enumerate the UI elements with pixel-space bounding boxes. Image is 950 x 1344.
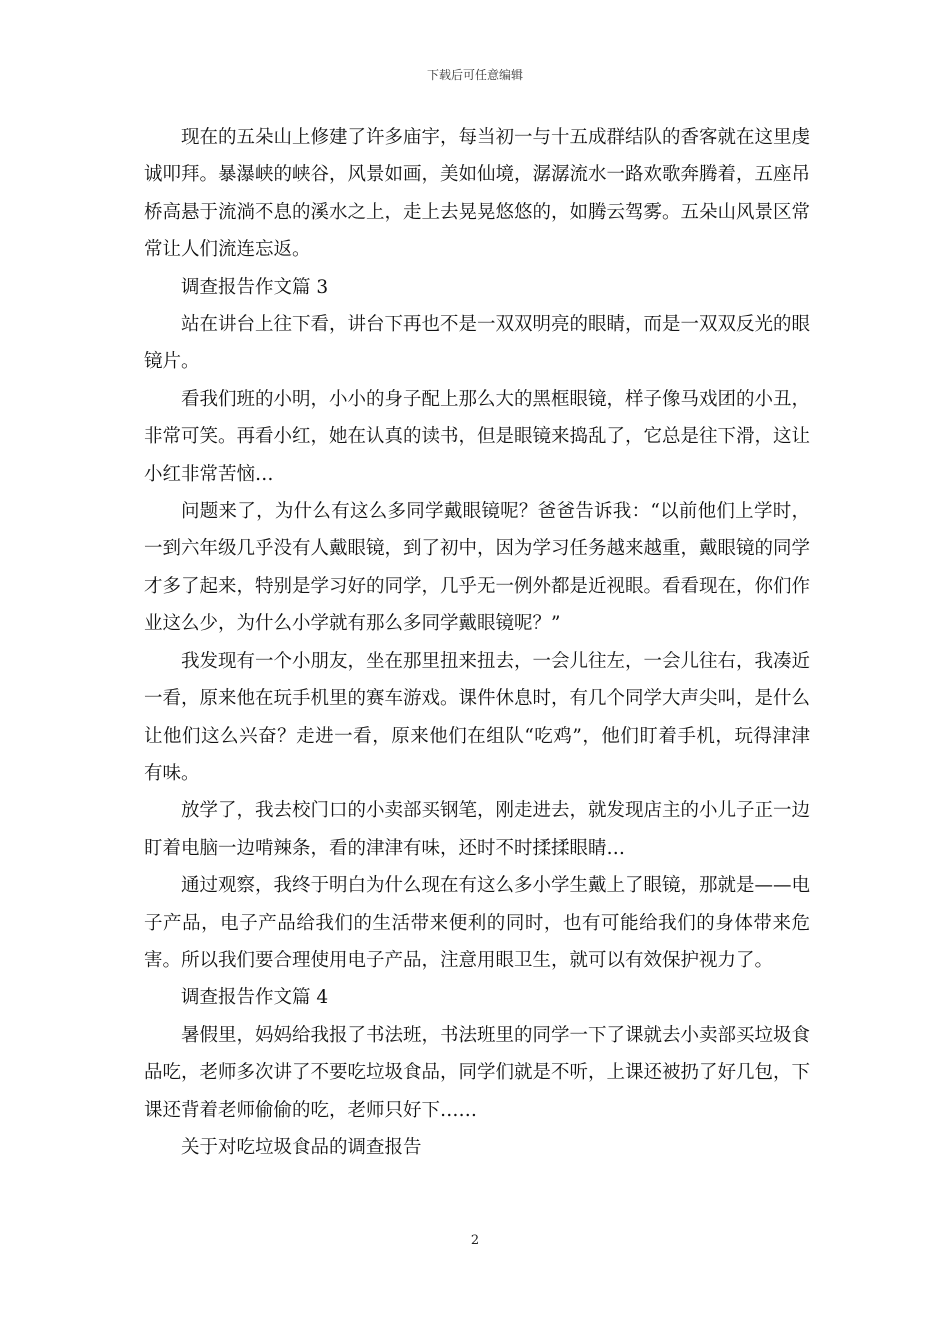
section-heading-4: 调查报告作文篇 4 [181, 987, 329, 1009]
paragraph-xiaoming: 看我们班的小明，小小的身子配上那么大的黑框眼镜，样子像马戏团的小丑，非常可笑。再看小红，她在认真的读书，但是眼镜来捣乱了，它总是往下滑，这让小红非常苦恼… [144, 388, 811, 485]
paragraph-wuduoshan: 现在的五朵山上修建了许多庙宇，每当初一与十五成群结队的香客就在这里虔诚叩拜。暴瀑峡的峡谷，风景如画，美如仙境，潺潺流水一路欢歌奔腾着，五座吊桥高悬于流淌不息的溪水之上，走上去晃晃悠悠的，如腾云驾雾。五朵山风景区常常让人们流连忘返。 [144, 127, 811, 261]
report-title: 关于对吃垃圾食品的调查报告 [181, 1136, 422, 1158]
paragraph-conclusion: 通过观察，我终于明白为什么现在有这么多小学生戴上了眼镜，那就是——电子产品，电子产品给我们的生活带来便利的同时，也有可能给我们的身体带来危害。所以我们要合理使用电子产品，注意用眼卫生，就可以有效保护视力了。 [144, 875, 811, 971]
document-body [144, 119, 810, 1166]
page-header: 下载后可任意编辑 [426, 68, 523, 82]
paragraph-phone-game: 我发现有一个小朋友，坐在那里扭来扭去，一会儿往左，一会儿往右，我凑近一看，原来他在玩手机里的赛车游戏。课件休息时，有几个同学大声尖叫，是什么让他们这么兴奋？走进一看，原来他们在组队“吃鸡”，他们盯着手机，玩得津津有味。 [144, 650, 811, 784]
paragraph-after-school: 放学了，我去校门口的小卖部买钢笔，刚走进去，就发现店主的小儿子正一边盯着电脑一边啃辣条，看的津津有味，还时不时揉揉眼睛… [144, 800, 811, 859]
section-heading-3: 调查报告作文篇 3 [181, 276, 329, 298]
paragraph-calligraphy: 暑假里，妈妈给我报了书法班，书法班里的同学一下了课就去小卖部买垃圾食品吃，老师多次讲了不要吃垃圾食品，同学们就是不听，上课还被扔了好几包，下课还背着老师偷偷的吃，老师只好下…… [144, 1024, 811, 1121]
page-number: 2 [470, 1233, 480, 1248]
paragraph-podium: 站在讲台上往下看，讲台下再也不是一双双明亮的眼睛，而是一双双反光的眼镜片。 [144, 314, 811, 373]
paragraph-question: 问题来了，为什么有这么多同学戴眼镜呢？爸爸告诉我：“以前他们上学时，一到六年级几乎没有人戴眼镜，到了初中，因为学习任务越来越重，戴眼镜的同学才多了起来，特别是学习好的同学，几乎无一例外都是近视眼。看看现在，你们作业这么少，为什么小学就有那么多同学戴眼镜呢？” [144, 501, 811, 635]
